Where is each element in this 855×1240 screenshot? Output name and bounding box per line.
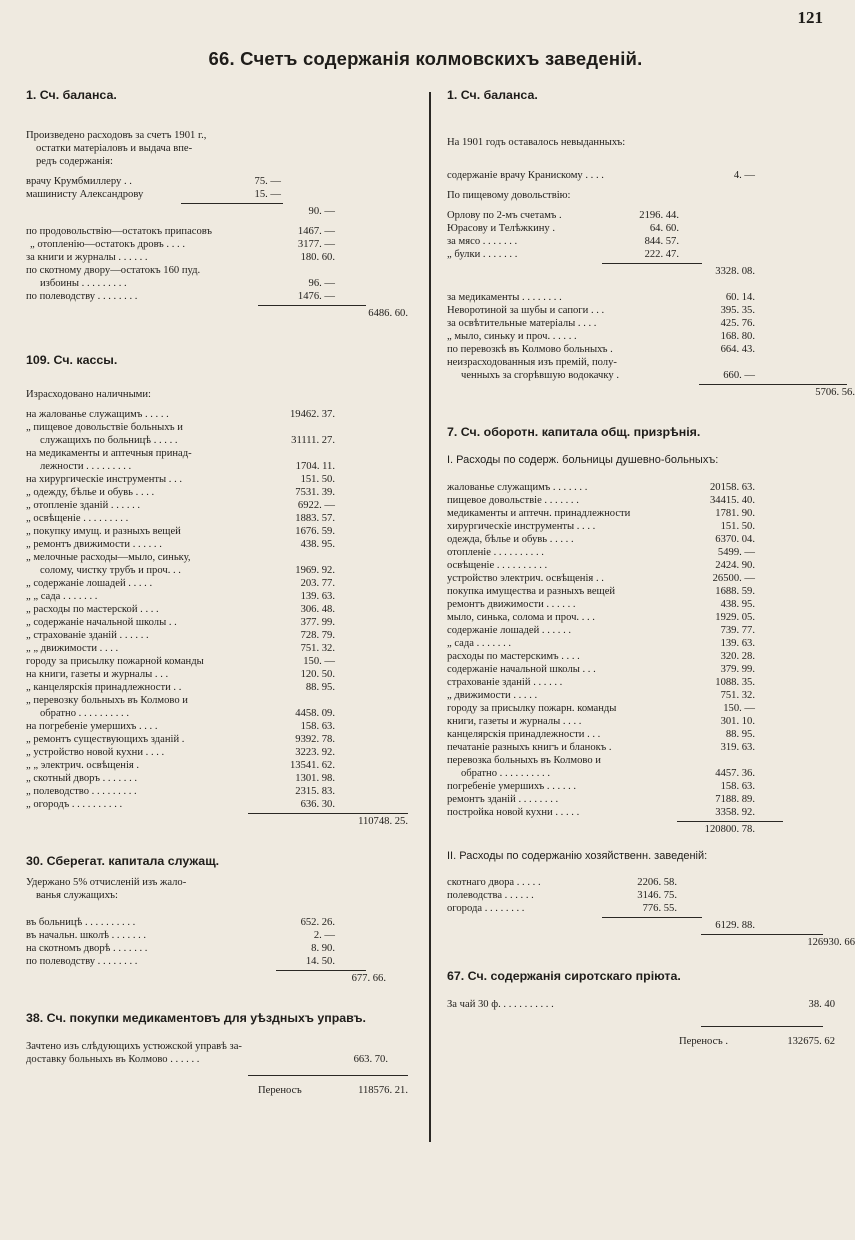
entry-amount: 1676. 59. xyxy=(295,526,335,537)
entry-label: служащихъ по больницѣ . . . . . xyxy=(40,435,178,446)
entry-label: „ содержаніе лошадей . . . . . xyxy=(26,578,153,589)
entry-row xyxy=(26,512,414,525)
entry-row xyxy=(26,499,414,512)
entry-label: печатаніе разныхъ книгъ и бланокъ . xyxy=(447,742,612,753)
entry-label: страхованіе зданій . . . . . . xyxy=(447,677,563,688)
entry-label: устройство электрич. освѣщенія . . xyxy=(447,573,604,584)
entry-label: отопленіе . . . . . . . . . . xyxy=(447,547,544,558)
section-title-cash: 109. Сч. кассы. xyxy=(26,353,118,367)
entry-row xyxy=(26,616,414,629)
entry-label: городу за присылку пожарн. команды xyxy=(447,703,617,714)
entry-amount: 31111. 27. xyxy=(291,435,335,446)
entry-amount: 1088. 35. xyxy=(715,677,755,688)
entry-label: „ сада . . . . . . . xyxy=(447,638,512,649)
entry-row: врачу Крумбмиллеру . . 75. — xyxy=(26,176,281,187)
entry-amount: 26500. — xyxy=(712,573,755,584)
entry-row xyxy=(447,494,833,507)
text-line: остатки матеріаловъ и выдача впе- xyxy=(36,143,193,154)
entry-row: въ больницѣ . . . . . . . . . . 652. 26. xyxy=(26,917,335,928)
entry-row xyxy=(26,785,414,798)
entry-label: „ „ сада . . . . . . . xyxy=(26,591,98,602)
entry-row xyxy=(26,746,414,759)
entry-row: ченныхъ за сгорѣвшую водокачку . 660. — xyxy=(461,370,755,381)
text-line: ванья служащихъ: xyxy=(36,890,118,901)
entry-label: „ мелочные расходы—мыло, синьку, xyxy=(26,552,191,563)
entry-amount: 1929. 05. xyxy=(715,612,755,623)
entry-amount: 728. 79. xyxy=(300,630,335,641)
entry-row xyxy=(26,707,414,720)
entry-row: за освѣтительные матеріалы . . . . 425. 76. xyxy=(447,318,755,329)
entry-label: перевозка больныхъ въ Колмово и xyxy=(447,755,601,766)
entry-amount: 377. 99. xyxy=(300,617,335,628)
entry-label: „ ремонтъ движимости . . . . . . xyxy=(26,539,162,550)
entry-row xyxy=(447,728,833,741)
entry-amount: 34415. 40. xyxy=(709,495,755,506)
entry-row xyxy=(447,481,833,494)
entry-label: хирургическіе инструменты . . . . xyxy=(447,521,596,532)
entry-amount: 4457. 36. xyxy=(715,768,755,779)
entry-row xyxy=(26,564,414,577)
entry-row xyxy=(447,585,833,598)
subtotal-row: 6129. 88. xyxy=(715,920,755,931)
entry-label: постройка новой кухни . . . . . xyxy=(447,807,580,818)
text-line: редъ содержанія: xyxy=(36,156,113,167)
entry-row xyxy=(447,767,833,780)
entry-label: канцелярскія принадлежности . . . xyxy=(447,729,601,740)
entry-amount: 379. 99. xyxy=(720,664,755,675)
subtotal-row: 120800. 78. xyxy=(704,824,755,835)
entry-row xyxy=(447,546,833,559)
entry-label: обратно . . . . . . . . . . xyxy=(461,768,550,779)
entry-label: „ устройство новой кухни . . . . xyxy=(26,747,165,758)
total-row: 677. 66. xyxy=(351,973,386,984)
entry-amount: 5499. — xyxy=(717,547,755,558)
section-title-orphanage: 67. Сч. содержанія сиротскаго пріюта. xyxy=(447,969,681,983)
entry-label: „ расходы по мастерской . . . . xyxy=(26,604,159,615)
entry-label: „ страхованіе зданій . . . . . . xyxy=(26,630,149,641)
entry-row: избоины . . . . . . . . . 96. — xyxy=(40,278,335,289)
entry-row xyxy=(26,473,414,486)
entry-amount: 1704. 11. xyxy=(295,461,335,472)
entry-label: „ движимости . . . . . xyxy=(447,690,538,701)
entry-row xyxy=(26,590,414,603)
entry-label: на книги, газеты и журналы . . . xyxy=(26,669,169,680)
entry-label: ремонтъ зданій . . . . . . . . xyxy=(447,794,559,805)
text-line: Израсходовано наличными: xyxy=(26,389,151,400)
entry-row xyxy=(447,793,833,806)
entry-row: по скотному двору—остатокъ 160 пуд. xyxy=(26,265,201,276)
entry-row: за мясо . . . . . . . 844. 57. xyxy=(447,236,679,247)
text-line: Зачтено изъ слѣдующихъ устюжской управѣ за- xyxy=(26,1041,242,1052)
page-title: 66. Счетъ содержанія колмовскихъ заведеній. xyxy=(208,48,643,69)
entry-row: содержаніе врачу Кранискому . . . . 4. — xyxy=(447,170,755,181)
total-row: 110748. 25. xyxy=(358,816,408,827)
entry-amount: 20158. 63. xyxy=(709,482,755,493)
entry-amount: 19462. 37. xyxy=(289,409,335,420)
entry-amount: 151. 50. xyxy=(720,521,755,532)
entry-amount: 6922. — xyxy=(297,500,335,511)
entry-row: „ булки . . . . . . . 222. 47. xyxy=(447,249,679,260)
entry-row xyxy=(447,520,833,533)
entry-amount: 2424. 90. xyxy=(715,560,755,571)
entry-row xyxy=(447,624,833,637)
entry-row: „ мыло, синьку и проч. . . . . . 168. 80. xyxy=(447,331,755,342)
entry-label: расходы по мастерскимъ . . . . xyxy=(447,651,580,662)
entry-row xyxy=(447,806,833,819)
entry-row xyxy=(447,559,833,572)
entry-row xyxy=(26,460,414,473)
entry-row xyxy=(26,798,414,811)
entry-amount: 1883. 57. xyxy=(295,513,335,524)
entry-row xyxy=(447,715,833,728)
entry-row xyxy=(447,780,833,793)
entry-row: по полеводству . . . . . . . . 1476. — xyxy=(26,291,335,302)
entry-row xyxy=(26,655,414,668)
entry-amount: 4458. 09. xyxy=(295,708,335,719)
entry-label: медикаменты и аптечн. принадлежности xyxy=(447,508,631,519)
entry-label: „ „ движимости . . . . xyxy=(26,643,119,654)
entry-label: городу за присылку пожарной команды xyxy=(26,656,204,667)
entry-amount: 158. 63. xyxy=(720,781,755,792)
entry-amount: 1781. 90. xyxy=(715,508,755,519)
entry-label: мыло, синька, солома и проч. . . . xyxy=(447,612,595,623)
entry-label: жалованье служащимъ . . . . . . . xyxy=(447,482,588,493)
entry-row xyxy=(447,650,833,663)
entry-label: „ отопленіе зданій . . . . . . xyxy=(26,500,141,511)
entry-row: Неворотиной за шубы и сапоги . . . 395. 35. xyxy=(447,305,755,316)
section-title-savings: 30. Сберегат. капитала служащ. xyxy=(26,854,220,868)
sum-rule xyxy=(26,1073,414,1077)
carry-row: Переносъ . 132675. 62 xyxy=(679,1036,835,1047)
entry-amount: 7531. 39. xyxy=(295,487,335,498)
entry-label: лежности . . . . . . . . . xyxy=(40,461,132,472)
entry-label: пищевое довольствіе . . . . . . . xyxy=(447,495,579,506)
text-line: Произведено расходовъ за счетъ 1901 г., xyxy=(26,130,207,141)
subsection-title: I. Расходы по содерж. больницы душевно-больныхъ: xyxy=(447,454,719,466)
left-column xyxy=(26,88,414,1097)
entry-amount: 7188. 89. xyxy=(715,794,755,805)
entry-row xyxy=(447,741,833,754)
entry-row xyxy=(26,642,414,655)
entry-label: „ перевозку больныхъ въ Колмово и xyxy=(26,695,188,706)
entry-row: по перевозкѣ въ Колмово больныхъ . 664. 43. xyxy=(447,344,755,355)
entry-label: покупка имущества и разныхъ вещей xyxy=(447,586,616,597)
entry-amount: 6370. 04. xyxy=(715,534,755,545)
entry-label: „ огородъ . . . . . . . . . . xyxy=(26,799,123,810)
entry-label: солому, чистку трубъ и проч. . . xyxy=(40,565,181,576)
entry-row: полеводства . . . . . . 3146. 75. xyxy=(447,890,677,901)
entry-amount: 88. 95. xyxy=(725,729,755,740)
entry-row xyxy=(26,772,414,785)
entry-row: за книги и журналы . . . . . . 180. 60. xyxy=(26,252,335,263)
entry-row xyxy=(447,598,833,611)
entry-label: содержаніе начальной школы . . . xyxy=(447,664,596,675)
entry-amount: 139. 63. xyxy=(720,638,755,649)
entry-row xyxy=(26,759,414,772)
text-line: По пищевому довольствію: xyxy=(447,190,571,201)
entry-label: „ ремонтъ существующихъ зданій . xyxy=(26,734,185,745)
entry-label: содержаніе лошадей . . . . . . xyxy=(447,625,572,636)
entry-amount: 120. 50. xyxy=(300,669,335,680)
entry-row xyxy=(26,408,414,421)
subtotal-row: 90. — xyxy=(308,206,335,217)
entry-label: на погребеніе умершихъ . . . . xyxy=(26,721,158,732)
column-divider xyxy=(429,92,431,1142)
carry-row: Переносъ 118576. 21. xyxy=(258,1085,408,1096)
entry-label: „ содержаніе начальной школы . . xyxy=(26,617,177,628)
entry-row xyxy=(447,572,833,585)
section-title-balance-right: 1. Сч. баланса. xyxy=(447,88,538,102)
entry-row: по полеводству . . . . . . . . 14. 50. xyxy=(26,956,335,967)
total-row: 126930. 66 xyxy=(807,937,855,948)
page-number: 121 xyxy=(797,8,823,27)
entry-row xyxy=(26,434,414,447)
entry-row xyxy=(26,720,414,733)
text-line: На 1901 годъ оставалось невыданныхъ: xyxy=(447,137,626,148)
sum-rule xyxy=(447,1024,833,1028)
entry-label: „ канцелярскія принадлежности . . xyxy=(26,682,182,693)
entry-label: на хирургическіе инструменты . . . xyxy=(26,474,183,485)
entry-amount: 1969. 92. xyxy=(295,565,335,576)
total-row: 5706. 56. xyxy=(815,387,855,398)
subtotal-row: 3328. 08. xyxy=(715,266,755,277)
entry-row xyxy=(447,702,833,715)
entry-row xyxy=(26,733,414,746)
entry-row: огорода . . . . . . . . 776. 55. xyxy=(447,903,677,914)
entry-label: „ одежду, бѣлье и обувь . . . . xyxy=(26,487,155,498)
entry-row xyxy=(26,603,414,616)
entry-row xyxy=(447,507,833,520)
entry-amount: 1688. 59. xyxy=(715,586,755,597)
entry-label: „ пищевое довольствіе больныхъ и xyxy=(26,422,183,433)
entry-row xyxy=(26,421,414,434)
entry-amount: 3223. 92. xyxy=(295,747,335,758)
entry-label: погребеніе умершихъ . . . . . . xyxy=(447,781,577,792)
entry-amount: 3358. 92. xyxy=(715,807,755,818)
entry-label: книги, газеты и журналы . . . . xyxy=(447,716,582,727)
entry-amount: 438. 95. xyxy=(300,539,335,550)
entry-row xyxy=(26,668,414,681)
entry-amount: 9392. 78. xyxy=(295,734,335,745)
section-title-charity: 7. Сч. оборотн. капитала общ. призрѣнія. xyxy=(447,425,701,439)
entry-amount: 150. — xyxy=(303,656,335,667)
entry-row: машинисту Александрову 15. — xyxy=(26,189,281,200)
entry-amount: 751. 32. xyxy=(720,690,755,701)
entry-amount: 13541. 62. xyxy=(289,760,335,771)
entry-row xyxy=(26,525,414,538)
entry-row: за медикаменты . . . . . . . . 60. 14. xyxy=(447,292,755,303)
entry-label: ремонтъ движимости . . . . . . xyxy=(447,599,576,610)
entry-row xyxy=(447,689,833,702)
right-column xyxy=(447,88,855,1048)
entry-row xyxy=(447,663,833,676)
entry-label: одежда, бѣлье и обувь . . . . . xyxy=(447,534,574,545)
subsection-title: II. Расходы по содержанію хозяйственн. заведеній: xyxy=(447,850,708,862)
entry-row xyxy=(26,551,414,564)
entry-amount: 306. 48. xyxy=(300,604,335,615)
entry-amount: 1301. 98. xyxy=(295,773,335,784)
entry-row: скотнаго двора . . . . . 2206. 58. xyxy=(447,877,677,888)
text-line: Удержано 5% отчисленій изъ жало- xyxy=(26,877,187,888)
entry-label: „ „ электрич. освѣщенія . xyxy=(26,760,140,771)
entry-row: За чай 30 ф. . . . . . . . . . . 38. 40 xyxy=(447,999,835,1010)
entry-row xyxy=(447,611,833,624)
entry-amount: 151. 50. xyxy=(300,474,335,485)
entry-amount: 150. — xyxy=(723,703,755,714)
entry-amount: 158. 63. xyxy=(300,721,335,732)
entry-row: доставку больныхъ въ Колмово . . . . . . 663. 70. xyxy=(26,1054,388,1065)
entry-row: Юрасову и Телѣжкину . 64. 60. xyxy=(447,223,679,234)
entry-row: на скотномъ дворѣ . . . . . . . 8. 90. xyxy=(26,943,335,954)
entry-amount: 2315. 83. xyxy=(295,786,335,797)
entry-row xyxy=(447,676,833,689)
entry-row xyxy=(447,637,833,650)
entry-label: обратно . . . . . . . . . . xyxy=(40,708,129,719)
entry-row: „ отопленію—остатокъ дровъ . . . . 3177. — xyxy=(30,239,335,250)
entry-row xyxy=(26,629,414,642)
entry-label: „ скотный дворъ . . . . . . . xyxy=(26,773,138,784)
entry-amount: 438. 95. xyxy=(720,599,755,610)
entry-label: на жалованье служащимъ . . . . . xyxy=(26,409,169,420)
entry-label: „ освѣщеніе . . . . . . . . . xyxy=(26,513,129,524)
entry-row xyxy=(26,486,414,499)
entry-label: на медикаменты и аптечныя принад- xyxy=(26,448,192,459)
total-row: 6486. 60. xyxy=(368,308,408,319)
entry-row xyxy=(447,533,833,546)
entry-label: „ полеводство . . . . . . . . . xyxy=(26,786,137,797)
entry-row xyxy=(26,577,414,590)
entry-row xyxy=(447,754,833,767)
entry-row: въ начальн. школѣ . . . . . . . 2. — xyxy=(26,930,335,941)
entry-amount: 139. 63. xyxy=(300,591,335,602)
entry-amount: 739. 77. xyxy=(720,625,755,636)
entry-row: Орлову по 2-мъ счетамъ . 2196. 44. xyxy=(447,210,679,221)
entry-row xyxy=(26,694,414,707)
entry-amount: 301. 10. xyxy=(720,716,755,727)
entry-amount: 203. 77. xyxy=(300,578,335,589)
entry-amount: 319. 63. xyxy=(720,742,755,753)
entry-amount: 751. 32. xyxy=(300,643,335,654)
entry-row: неизрасходованныя изъ премій, полу- xyxy=(447,357,617,368)
section-title-medicaments: 38. Сч. покупки медикаментовъ для уѣздныхъ управъ. xyxy=(26,1011,366,1025)
entry-amount: 636. 30. xyxy=(300,799,335,810)
section-title-balance-left: 1. Сч. баланса. xyxy=(26,88,117,102)
entry-row xyxy=(26,447,414,460)
entry-row xyxy=(26,681,414,694)
entry-label: „ покупку имущ. и разныхъ вещей xyxy=(26,526,181,537)
entry-amount: 88. 95. xyxy=(305,682,335,693)
entry-row xyxy=(26,538,414,551)
entry-row: по продовольствію—остатокъ припасовъ 1467. — xyxy=(26,226,335,237)
entry-amount: 320. 28. xyxy=(720,651,755,662)
entry-label: освѣщеніе . . . . . . . . . . xyxy=(447,560,548,571)
